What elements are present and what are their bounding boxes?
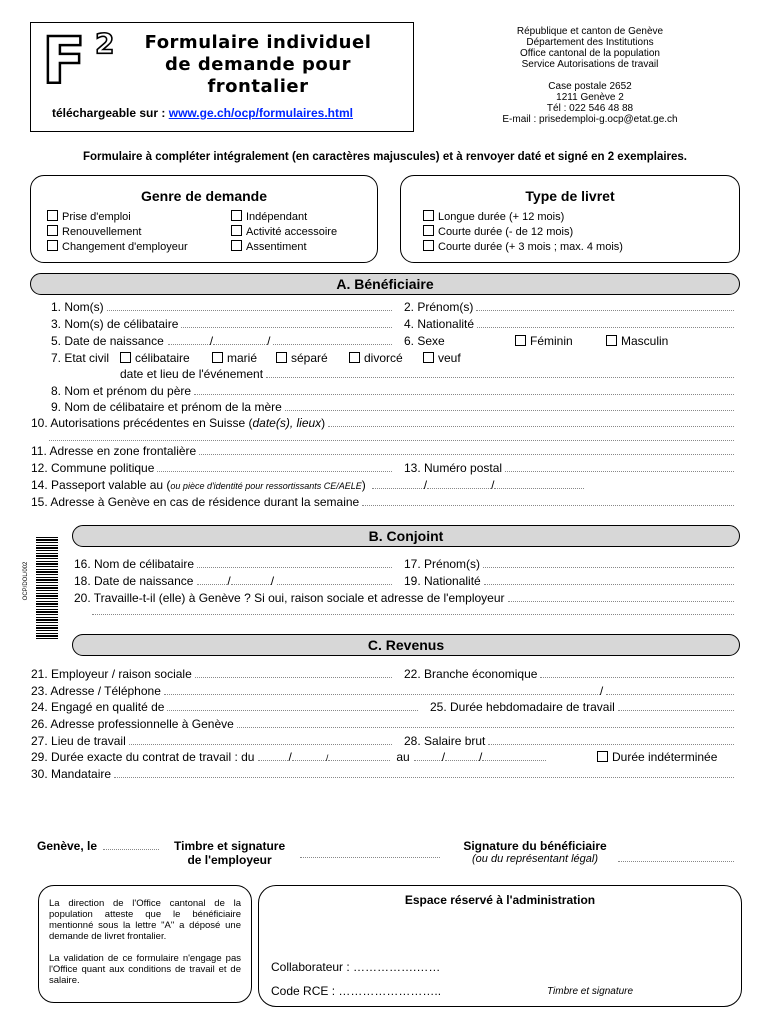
livret-box xyxy=(400,175,740,263)
field-qualite[interactable]: 24. Engagé en qualité de xyxy=(0,700,418,714)
field-etat-civil: 7. Etat civil xyxy=(51,351,110,365)
duree-indeterminee[interactable]: Durée indéterminée xyxy=(597,750,717,765)
field-nom-celibataire[interactable]: 3. Nom(s) de célibataire xyxy=(0,317,392,331)
field-conjoint-naissance[interactable]: 18. Date de naissance / / xyxy=(74,574,392,588)
checkbox[interactable] xyxy=(276,352,287,363)
section-a-title: A. Bénéficiaire xyxy=(30,273,740,295)
admin-note-2: La validation de ce formulaire n'engage pas l'Office quant aux conditions de travail et de salaire. xyxy=(49,953,241,986)
dotted-line[interactable] xyxy=(49,440,734,441)
field-duree-contrat[interactable]: 29. Durée exacte du contrat de travail : du / / au / / xyxy=(0,750,546,765)
field-conjoint-travail[interactable]: 20. Travaille-t-il (elle) à Genève ? Si oui, raison sociale et adresse de l'employeur xyxy=(74,591,734,605)
field-commune[interactable]: 12. Commune politique xyxy=(0,461,392,475)
field-date-naissance[interactable]: 5. Date de naissance / / xyxy=(0,334,392,348)
field-conjoint-prenom[interactable]: 17. Prénom(s) xyxy=(404,557,734,571)
livret-title: Type de livret xyxy=(525,188,615,204)
civil-divorce[interactable]: divorcé xyxy=(349,351,403,366)
genre-option[interactable]: Changement d'employeur xyxy=(47,240,188,255)
field-branche[interactable]: 22. Branche économique xyxy=(404,667,734,681)
admin-title: Espace réservé à l'administration xyxy=(404,893,596,907)
download-line: téléchargeable sur : www.ge.ch/ocp/formulaires.html xyxy=(52,106,353,120)
checkbox[interactable] xyxy=(47,240,58,251)
checkbox[interactable] xyxy=(515,335,526,346)
civil-veuf[interactable]: veuf xyxy=(423,351,461,366)
field-duree-hebdo[interactable]: 25. Durée hebdomadaire de travail xyxy=(430,700,734,714)
field-adresse-pro[interactable]: 26. Adresse professionnelle à Genève xyxy=(0,717,734,731)
field-conjoint-nom[interactable]: 16. Nom de célibataire xyxy=(74,557,392,571)
checkbox[interactable] xyxy=(606,335,617,346)
livret-option[interactable]: Longue durée (+ 12 mois) xyxy=(423,210,623,225)
representative-label: (ou du représentant légal) xyxy=(472,853,598,865)
livret-option[interactable]: Courte durée (- de 12 mois) xyxy=(423,225,623,240)
checkbox[interactable] xyxy=(120,352,131,363)
genre-option[interactable]: Assentiment xyxy=(231,240,337,255)
checkbox[interactable] xyxy=(231,210,242,221)
field-lieu-travail[interactable]: 27. Lieu de travail xyxy=(0,734,392,748)
admin-stamp: Timbre et signature xyxy=(547,986,634,997)
genre-option[interactable]: Renouvellement xyxy=(47,225,188,240)
checkbox[interactable] xyxy=(231,240,242,251)
genre-option[interactable]: Indépendant xyxy=(231,210,337,225)
signature-date[interactable]: Genève, le xyxy=(37,839,159,853)
checkbox[interactable] xyxy=(423,240,434,251)
field-passeport[interactable]: 14. Passeport valable au ( ou pièce d'identité pour ressortissants CE/AELE ) / / xyxy=(0,478,584,493)
sexe-feminin[interactable]: Féminin xyxy=(515,334,573,349)
admin-space xyxy=(258,885,742,1007)
authority-block: République et canton de Genève Département des Institutions Office cantonal de la population Service Autorisations de travail Case postale 2652 1211 Genève 2 Tél : 022 546 48 88 E-mail : prisedemploi-g.ocp@etat.ge.ch xyxy=(502,26,678,125)
field-adresse-geneve[interactable]: 15. Adresse à Genève en cas de résidence durant la semaine xyxy=(0,495,734,509)
field-autorisations[interactable]: 10. Autorisations précédentes en Suisse ( date(s), lieux ) xyxy=(0,416,734,430)
field-nationalite[interactable]: 4. Nationalité xyxy=(404,317,734,331)
form-title: Formulaire individuel de demande pour frontalier xyxy=(144,32,372,97)
genre-title: Genre de demande xyxy=(140,188,268,204)
employer-signature-line[interactable] xyxy=(300,857,440,858)
employer-signature-label: Timbre et signature de l'employeur xyxy=(174,839,286,867)
field-mere[interactable]: 9. Nom de célibataire et prénom de la mère xyxy=(0,400,734,414)
section-c-title: C. Revenus xyxy=(72,634,740,656)
field-numero-postal[interactable]: 13. Numéro postal xyxy=(404,461,734,475)
checkbox[interactable] xyxy=(423,225,434,236)
field-conjoint-nationalite[interactable]: 19. Nationalité xyxy=(404,574,734,588)
download-link[interactable]: www.ge.ch/ocp/formulaires.html xyxy=(168,106,353,120)
dotted-line[interactable] xyxy=(92,614,734,615)
field-adresse-frontaliere[interactable]: 11. Adresse en zone frontalière xyxy=(0,444,734,458)
checkbox[interactable] xyxy=(47,225,58,236)
intro-text: Formulaire à compléter intégralement (en caractères majuscules) et à renvoyer daté et signé en 2 exemplaires. xyxy=(82,151,687,163)
beneficiary-signature-label: Signature du bénéficiaire xyxy=(463,839,607,853)
civil-separe[interactable]: séparé xyxy=(276,351,328,366)
checkbox[interactable] xyxy=(423,210,434,221)
field-salaire[interactable]: 28. Salaire brut xyxy=(404,734,734,748)
form-letter: F xyxy=(42,25,86,99)
civil-celibataire[interactable]: célibataire xyxy=(120,351,190,366)
genre-option[interactable]: Activité accessoire xyxy=(231,225,337,240)
field-pere[interactable]: 8. Nom et prénom du père xyxy=(0,384,734,398)
admin-note-box xyxy=(38,885,252,1003)
field-mandataire[interactable]: 30. Mandataire xyxy=(0,767,734,781)
checkbox[interactable] xyxy=(212,352,223,363)
admin-collaborateur[interactable]: Collaborateur : …………….…… xyxy=(271,960,441,974)
genre-option[interactable]: Prise d'emploi xyxy=(47,210,188,225)
checkbox[interactable] xyxy=(231,225,242,236)
field-sexe: 6. Sexe xyxy=(404,334,445,348)
beneficiary-signature-line[interactable] xyxy=(618,861,734,862)
field-prenom[interactable]: 2. Prénom(s) xyxy=(404,300,734,314)
field-adresse-telephone[interactable]: 23. Adresse / Téléphone / xyxy=(0,684,734,698)
section-b-title: B. Conjoint xyxy=(72,525,740,547)
admin-note-1: La direction de l'Office cantonal de la population atteste que le bénéficiaire mentionné sous la lettre "A" a déposé une demande de livret frontalier. xyxy=(49,898,241,942)
field-employeur[interactable]: 21. Employeur / raison sociale xyxy=(0,667,392,681)
civil-marie[interactable]: marié xyxy=(212,351,257,366)
livret-option[interactable]: Courte durée (+ 3 mois ; max. 4 mois) xyxy=(423,240,623,255)
barcode xyxy=(36,537,58,641)
field-nom[interactable]: 1. Nom(s) xyxy=(0,300,392,314)
checkbox[interactable] xyxy=(47,210,58,221)
checkbox[interactable] xyxy=(349,352,360,363)
checkbox[interactable] xyxy=(597,751,608,762)
checkbox[interactable] xyxy=(423,352,434,363)
barcode-text: OCP/DOL/002 xyxy=(23,561,29,601)
sexe-masculin[interactable]: Masculin xyxy=(606,334,668,349)
field-evenement[interactable]: date et lieu de l'événement xyxy=(120,367,734,381)
form-number: 2 xyxy=(95,27,115,60)
admin-code-rce[interactable]: Code RCE : …………………….. xyxy=(271,984,442,998)
genre-box xyxy=(30,175,378,263)
